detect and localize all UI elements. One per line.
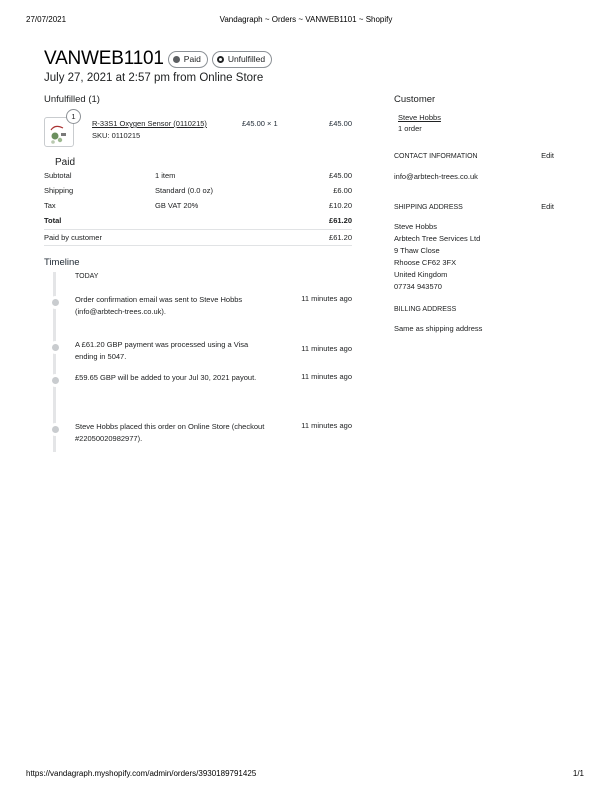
address-line: 9 Thaw Close	[394, 246, 440, 255]
timeline-event-text: Steve Hobbs placed this order on Online Store (checkout #22050020982977).	[75, 422, 265, 443]
print-page-number: 1/1	[572, 769, 584, 778]
summary-row-tax	[44, 199, 352, 214]
address-line: 07734 943570	[394, 282, 442, 291]
summary-row-paid-by-customer	[44, 229, 352, 246]
timeline-event-text: Order confirmation email was sent to Steve Hobbs (info@arbtech-trees.co.uk).	[75, 295, 243, 316]
summary-detail: GB VAT 20%	[155, 201, 199, 210]
summary-label: Total	[44, 216, 62, 225]
address-line: Arbtech Tree Services Ltd	[394, 234, 481, 243]
contact-information-section	[394, 151, 554, 181]
billing-address-title: BILLING ADDRESS	[394, 306, 457, 313]
summary-amount: £61.20	[329, 233, 352, 242]
customer-name-link[interactable]: Steve Hobbs	[398, 113, 441, 122]
paid-title: Paid	[55, 157, 76, 168]
summary-row-total	[44, 214, 352, 229]
summary-label: Subtotal	[44, 171, 72, 180]
payment-status-label: Paid	[183, 54, 201, 64]
timeline-dot-icon	[49, 423, 62, 436]
address-line: Rhoose CF62 3FX	[394, 258, 457, 267]
summary-row-subtotal	[44, 169, 352, 184]
summary-amount: £6.00	[333, 186, 352, 195]
summary-amount: £61.20	[329, 216, 352, 225]
order-meta: July 27, 2021 at 2:57 pm from Online Store	[44, 72, 264, 84]
customer-order-count: 1 order	[398, 124, 422, 133]
customer-card	[394, 94, 554, 133]
timeline-dot-icon	[49, 296, 62, 309]
paid-dot-icon	[173, 56, 180, 63]
summary-amount: £45.00	[329, 171, 352, 180]
timeline-dot-icon	[49, 374, 62, 387]
summary-label: Paid by customer	[44, 233, 102, 242]
payment-summary	[44, 169, 352, 246]
print-url: https://vandagraph.myshopify.com/admin/orders/3930189791425	[26, 769, 257, 778]
address-line: United Kingdom	[394, 270, 448, 279]
timeline-event-time: 11 minutes ago	[301, 294, 352, 303]
line-total: £45.00	[329, 119, 352, 128]
billing-address-text: Same as shipping address	[394, 324, 483, 333]
contact-information-title: CONTACT INFORMATION	[394, 153, 478, 160]
unfulfilled-title: Unfulfilled (1)	[44, 94, 100, 105]
timeline-event-text: £59.65 GBP will be added to your Jul 30, 2021 payout.	[75, 373, 257, 382]
timeline-dot-icon	[49, 341, 62, 354]
shipping-address-title: SHIPPING ADDRESS	[394, 204, 463, 211]
summary-label: Shipping	[44, 186, 74, 195]
shipping-edit-button[interactable]: Edit	[541, 202, 554, 211]
contact-edit-button[interactable]: Edit	[541, 151, 554, 160]
summary-row-shipping	[44, 184, 352, 199]
product-link[interactable]: R-33S1 Oxygen Sensor (0110215)	[92, 119, 207, 128]
address-line: Steve Hobbs	[394, 222, 437, 231]
summary-detail: 1 item	[155, 171, 176, 180]
customer-title: Customer	[394, 94, 436, 105]
summary-amount: £10.20	[329, 201, 352, 210]
billing-address-section	[394, 306, 554, 333]
timeline-event-time: 11 minutes ago	[301, 372, 352, 381]
timeline-today-label: TODAY	[75, 273, 99, 280]
unfulfilled-ring-icon	[217, 56, 224, 63]
print-title: Vandagraph ~ Orders ~ VANWEB1101 ~ Shopify	[219, 15, 393, 24]
summary-label: Tax	[44, 201, 56, 210]
fulfillment-status-badge	[212, 51, 272, 68]
print-date: 27/07/2021	[26, 15, 67, 24]
timeline-title: Timeline	[44, 257, 80, 268]
summary-detail: Standard (0.0 oz)	[155, 186, 213, 195]
timeline-event-time: 11 minutes ago	[301, 344, 352, 353]
fulfillment-status-label: Unfulfilled	[227, 54, 266, 64]
customer-email[interactable]: info@arbtech-trees.co.uk	[394, 172, 478, 181]
order-heading	[44, 48, 272, 70]
unit-price: £45.00 × 1	[242, 119, 278, 128]
timeline-event-time: 11 minutes ago	[301, 421, 352, 430]
timeline-event-text: A £61.20 GBP payment was processed using a Visa ending in 5047.	[75, 340, 249, 361]
line-item	[44, 112, 352, 151]
product-sku: SKU: 0110215	[92, 131, 141, 140]
quantity-badge: 1	[66, 109, 81, 124]
shipping-address-section	[394, 202, 554, 293]
order-number: VANWEB1101	[44, 48, 164, 69]
payment-status-badge	[168, 51, 208, 68]
